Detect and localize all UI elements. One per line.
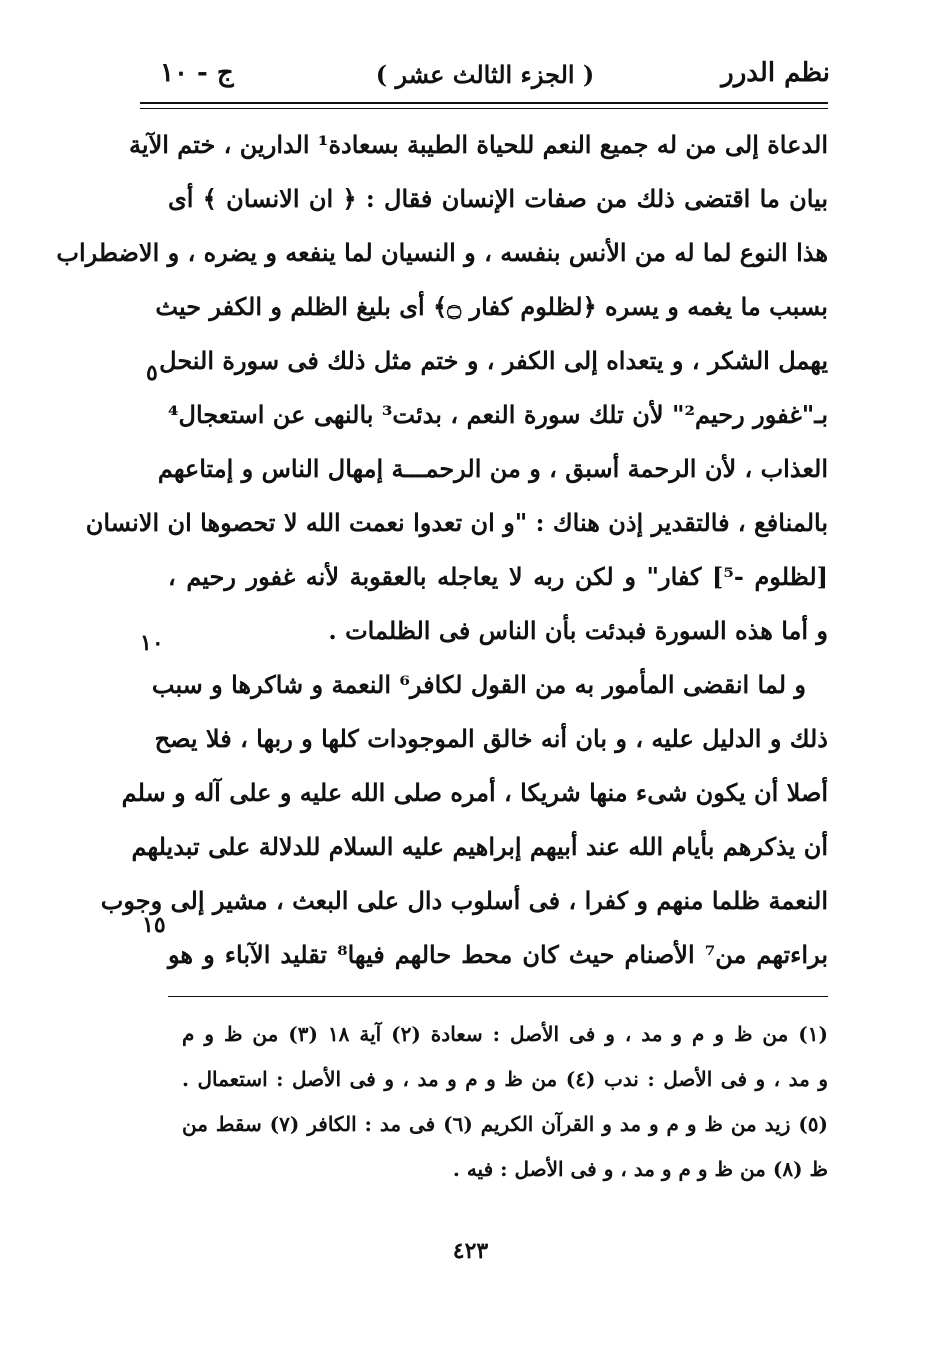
part-title: ( الجزء الثالث عشر ) [375,60,595,89]
line-number-5: ٥ [146,360,158,386]
line-number-15: ١٥ [142,912,166,938]
text-line: براءتهم من⁷ الأصنام حيث كان محط حالهم فيها⁸ تقليد الآباء و هو [168,940,828,969]
text-line: و أما هذه السورة فبدئت بأن الناس فى الظلمات . [328,616,828,645]
text-line: يهمل الشكر ، و يتعداه إلى الكفر ، و ختم مثل ذلك فى سورة النحل [159,346,828,375]
footnote-line: (٥) زيد من ظ و م و مد و القرآن الكريم (٦) فى مد : الكافر (٧) سقط من [182,1112,829,1136]
footnote-line: و مد ، و فى الأصل : ندب (٤) من ظ و م و مد ، و فى الأصل : استعمال . [182,1067,828,1091]
header-rule-thin [140,108,828,109]
page-number: ٤٢٣ [452,1238,489,1264]
text-line: الدعاة إلى من له جميع النعم للحياة الطيبة بسعادة¹ الدارين ، ختم الآية [129,130,828,159]
text-line: بيان ما اقتضى ذلك من صفات الإنسان فقال : ﴿ ان الانسان ﴾ أى [168,184,828,213]
volume-label: ج - ١٠ [160,58,234,88]
footnote-line: (١) من ظ و م و مد ، و فى الأصل : سعادة (٢) آية ١٨ (٣) من ظ و م [182,1022,828,1046]
text-line: العذاب ، لأن الرحمة أسبق ، و من الرحمـــة إمهال الناس و إمتاعهم [157,454,828,483]
text-line: بالمنافع ، فالتقدير إذن هناك : "و ان تعدوا نعمت الله لا تحصوها ان الانسان [85,508,828,537]
running-header [140,58,830,98]
footnote-rule [168,996,828,997]
text-line: أن يذكرهم بأيام الله عند أبيهم إبراهيم عليه السلام للدلالة على تبديلهم [131,832,828,861]
text-line: ذلك و الدليل عليه ، و بان أنه خالق الموجودات كلها و ربها ، فلا يصح [154,724,828,753]
footnote-line: ظ (٨) من ظ و م و مد ، و فى الأصل : فيه . [452,1157,828,1181]
book-title: نظم الدرر [721,58,830,88]
text-line: [لظلوم -⁵] كفار" و لكن ربه لا يعاجله بالعقوبة لأنه غفور رحيم ، [168,562,828,591]
text-line: أصلا أن يكون شىء منها شريكا ، أمره صلى الله عليه و على آله و سلم [121,778,828,807]
text-line: بـ"غفور رحيم²" لأن تلك سورة النعم ، بدئت³ بالنهى عن استعجال⁴ [168,400,828,429]
line-number-10: ١٠ [140,630,164,656]
text-line: النعمة ظلما منهم و كفرا ، فى أسلوب دال على البعث ، مشير إلى وجوب [100,886,828,915]
footnotes [182,1012,828,1192]
header-rule [140,102,828,104]
text-line: بسبب ما يغمه و يسره ﴿لظلوم كفار ۝﴾ أى بليغ الظلم و الكفر حيث [155,292,828,321]
text-line: هذا النوع لما له من الأنس بنفسه ، و النسيان لما ينفعه و يضره ، و الاضطراب [56,238,828,267]
text-line: و لما انقضى المأمور به من القول لكافر⁶ النعمة و شاكرها و سبب [151,670,806,699]
